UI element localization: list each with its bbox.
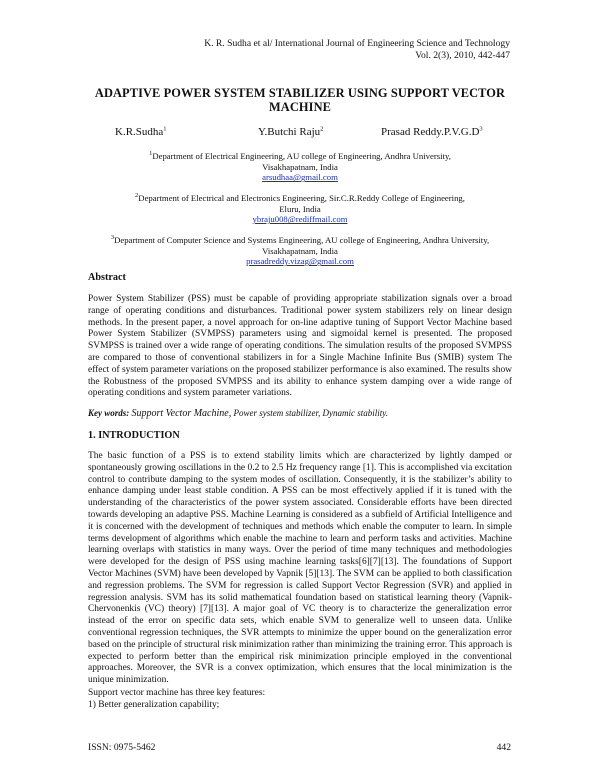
running-header-volume: Vol. 2(3), 2010, 442-447: [415, 50, 510, 61]
intro-feature-item-1: 1) Better generalization capability;: [88, 700, 220, 710]
keywords-first: Support Vector Machine,: [131, 408, 232, 419]
running-header-journal: K. R. Sudha et al/ International Journal of Engineering Science and Technology: [204, 38, 510, 49]
author-1: K.R.Sudha$^1$: [115, 125, 167, 138]
intro-heading: 1. INTRODUCTION: [88, 430, 180, 441]
author-2: Y.Butchi Raju$^2$: [258, 125, 324, 138]
abstract-heading: Abstract: [88, 272, 126, 283]
keywords-label: Key words:: [88, 408, 130, 418]
email-link-3[interactable]: prasadreddy.vizag@gmail.com: [246, 256, 354, 267]
affiliation-2: $^2$Department of Electrical and Electronics Engineering, Sir.C.R.Reddy College of Engineering, Eluru, India ybraju008@rediffmail.com: [135, 192, 465, 225]
footer-issn: ISSN: 0975-5462: [88, 742, 156, 753]
paper-title: [90, 86, 510, 114]
intro-body: The basic function of a PSS is to extend stability limits which are characterized by lightly damped or spontaneously growing oscillations in the 0.2 to 2.5 Hz frequency range [1]. This is accomplished via excitation control to contribute damping to the system modes of oscillation. Consequently, it is the stabilizer’s ability to enhance damping under least stable condition. A PSS can be most effectively applied if it is tuned with the understanding of the characteristics of the power system associated. Considerable efforts have been directed towards developing an adaptive PSS. Machine Learning is considered as a subfield of Artificial Intelligence and it is concerned with the development of techniques and methods which enable the computer to learn. In simple terms development of algorithms which enable the machine to learn and perform tasks and activities. Machine learning overlaps with statistics in many ways. Over the period of time many techniques and methodologies were developed for the design of PSS using machine learning tasks[6][7][13]. The foundations of Support Vector Machines (SVM) have been developed by Vapnik [5][13]. The SVM can be applied to both classification and regression problems. The SVM for regression is called Support Vector Regression (SVR) and applied in regression analysis. SVM has its solid mathematical foundation based on statistical learning theory (Vapnik-Chervonenkis (VC) theory) [7][13]. A major goal of VC theory is to characterize the generalization error instead of the error on specific data sets, which enable SVM to generalize well to unseen data. Unlike conventional regression techniques, the SVR attempts to minimize the upper bound on the generalization error based on the principle of structural risk minimization rather than minimizing the training error. This approach is expected to perform better than the empirical risk minimization principle employed in the conventional approaches. Moreover, the SVR is a convex optimization, which ensures that the local minimization is the unique minimization.: [88, 451, 512, 686]
affiliation-1: $^1$Department of Electrical Engineering, AU college of Engineering, Andhra University, Visakhapatnam, India arsudhaa@gmail.com: [149, 150, 451, 183]
paper-title-line2: MACHINE: [269, 100, 331, 114]
footer-page-number: 442: [496, 742, 511, 753]
affiliation-3: $^3$Department of Computer Science and Systems Engineering, AU college of Engineering, Andhra University, Visakhapatnam, India prasadreddy.vizag@gmail.com: [110, 234, 490, 267]
abstract-body: Power System Stabilizer (PSS) must be capable of providing appropriate stabilization signals over a broad range of operating conditions and disturbances. Traditional power system stabilizers rely on linear design methods. In the present paper, a novel approach for on-line adaptive tuning of Support Vector Machine based Power System Stabilizer (SVMPSS) parameters using and sigmoidal kernel is presented. The proposed SVMPSS is trained over a wide range of operating conditions. The simulation results of the proposed SVMPSS are compared to those of conventional stabilizers in for a Single Machine Infinite Bus (SMIB) system The effect of system parameter variations on the proposed stabilizer performance is also examined. The results show the Robustness of the proposed SVMPSS and its ability to enhance system damping over a wide range of operating conditions and system parameter variations.: [88, 294, 512, 399]
author-3: Prasad $Reddy.P.V.G.D^3$: [381, 125, 483, 138]
keywords-rest: Power system stabilizer, Dynamic stability.: [231, 408, 388, 418]
keywords: [88, 408, 512, 419]
paper-title-line1: ADAPTIVE POWER SYSTEM STABILIZER USING SUPPORT VECTOR: [94, 86, 506, 100]
intro-features-line: Support vector machine has three key features:: [88, 688, 266, 698]
email-link-2[interactable]: ybraju008@rediffmail.com: [252, 214, 348, 225]
email-link-1[interactable]: arsudhaa@gmail.com: [262, 172, 338, 183]
